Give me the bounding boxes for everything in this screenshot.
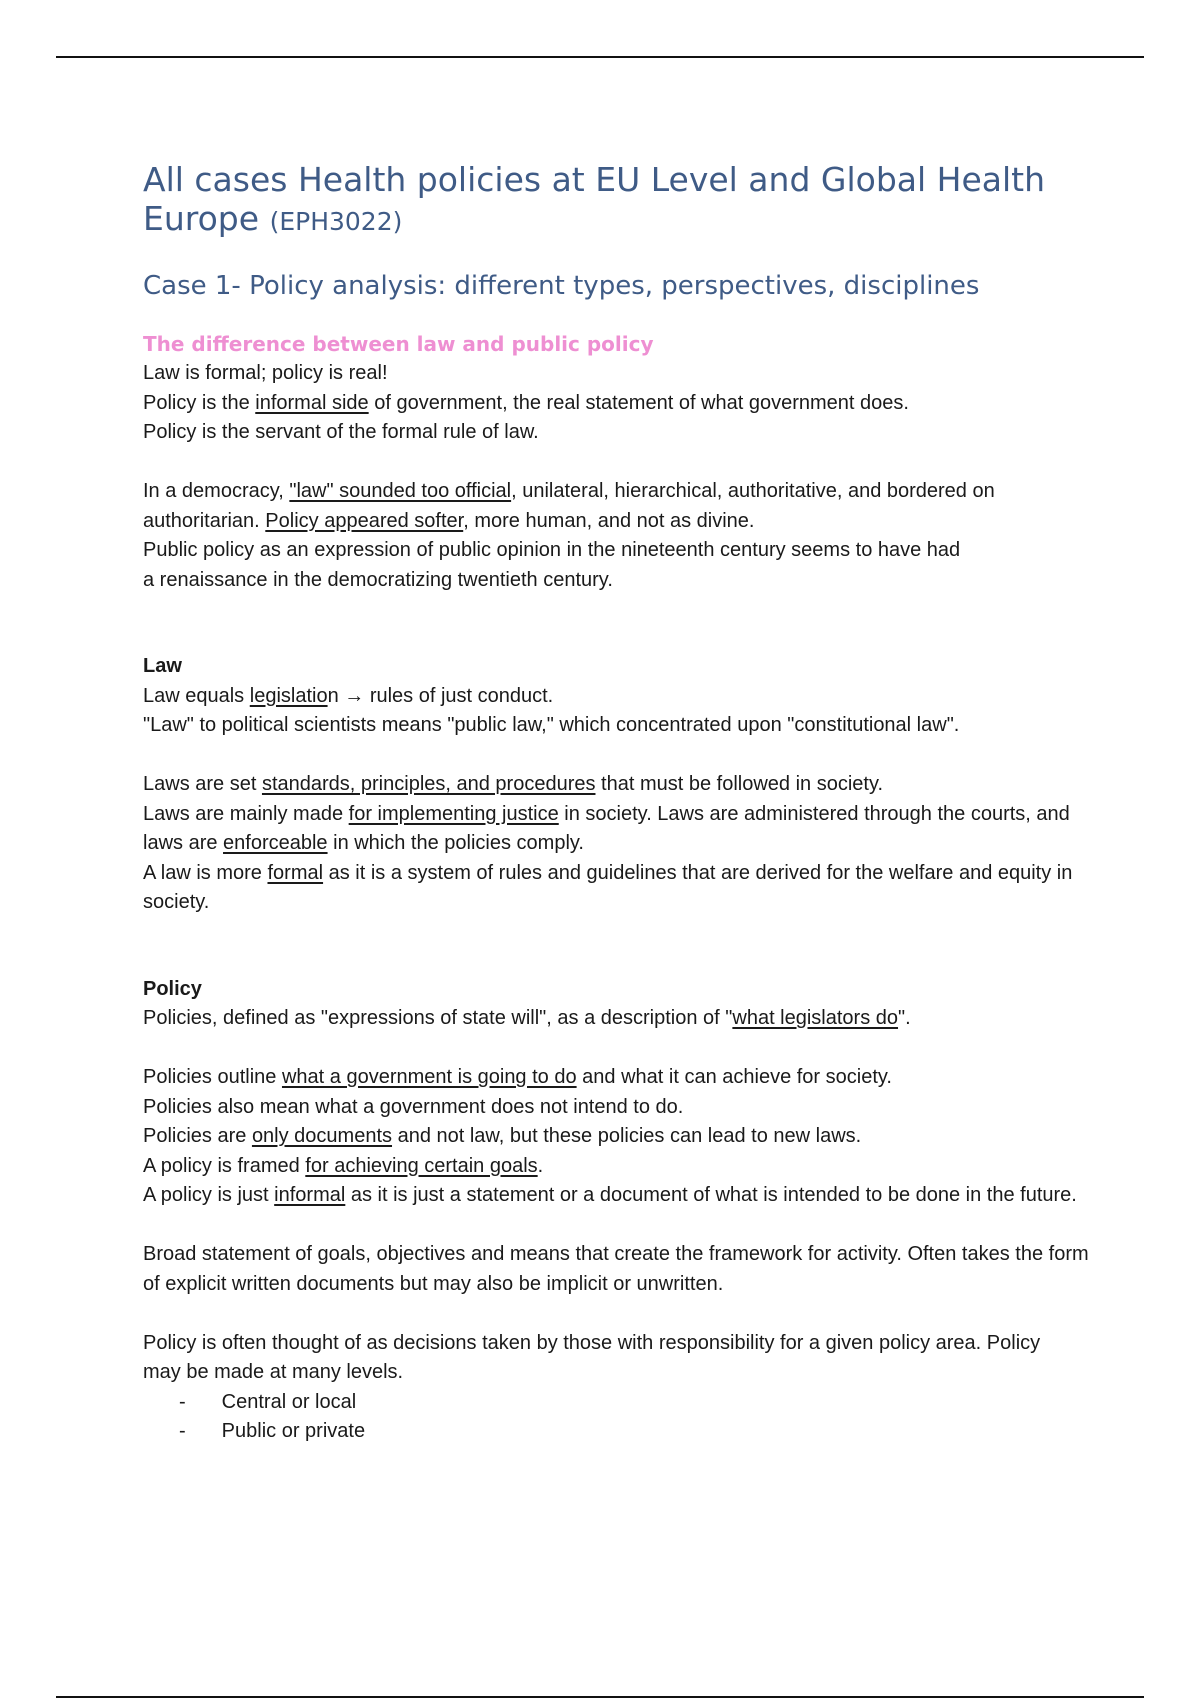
paragraph: Policies, defined as "expressions of state will", as a description of "what legislators do". (143, 1007, 911, 1029)
paragraph: A policy is framed for achieving certain goals. (143, 1154, 544, 1177)
paragraph: Law equals legislation → rules of just conduct. (143, 684, 554, 707)
document-body (143, 160, 1093, 1447)
levels-list (143, 1388, 1093, 1447)
case-heading: Case 1- Policy analysis: different types, perspectives, disciplines (143, 271, 980, 301)
title-text: All cases Health policies at EU Level and Global Health Europe (143, 160, 1046, 238)
paragraph: Laws are mainly made for implementing justice in society. Laws are administered through the courts, and laws are enforceable in which the policies comply. (143, 802, 1070, 854)
paragraph: Policy is often thought of as decisions taken by those with responsibility for a given policy area. Policy may be made at many levels. (143, 1331, 1041, 1383)
paragraph: A law is more formal as it is a system of rules and guidelines that are derived for the welfare and equity in society. (143, 861, 1073, 913)
paragraph: "Law" to political scientists means "public law," which concentrated upon "constitutional law". (143, 714, 960, 736)
paragraph: Public policy as an expression of public opinion in the nineteenth century seems to have had a renaissance in the democratizing twentieth century. (143, 539, 961, 591)
paragraph: Laws are set standards, principles, and procedures that must be followed in society. (143, 773, 884, 795)
list-item: - Public or private (179, 1420, 366, 1442)
header-rule (56, 56, 1144, 58)
list-item: - Central or local (179, 1390, 357, 1413)
paragraph: Policy is the servant of the formal rule of law. (143, 421, 539, 443)
paragraph: Policy is the informal side of government, the real statement of what government does. (143, 391, 909, 414)
paragraph: Broad statement of goals, objectives and means that create the framework for activity. Often takes the form of explicit written documents but may also be implicit or unwritten. (143, 1243, 1089, 1295)
paragraph: Policies outline what a government is going to do and what it can achieve for society. (143, 1066, 892, 1088)
paragraph: Policies also mean what a government does not intend to do. (143, 1095, 684, 1118)
section-subheading: The difference between law and public policy (143, 332, 654, 356)
paragraph: In a democracy, "law" sounded too official, unilateral, hierarchical, authoritative, and bordered on authoritarian. Policy appeared softer, more human, and not as divine. (143, 480, 995, 532)
course-code: (EPH3022) (269, 207, 403, 236)
paragraph: Policies are only documents and not law, but these policies can lead to new laws. (143, 1125, 862, 1147)
paragraph: Law is formal; policy is real! (143, 362, 388, 384)
paragraph: A policy is just informal as it is just a statement or a document of what is intended to be done in the future. (143, 1184, 1077, 1206)
footer-rule (56, 1696, 1144, 1698)
document-title (143, 160, 1093, 241)
law-heading: Law (143, 655, 182, 677)
policy-heading: Policy (143, 977, 202, 1000)
